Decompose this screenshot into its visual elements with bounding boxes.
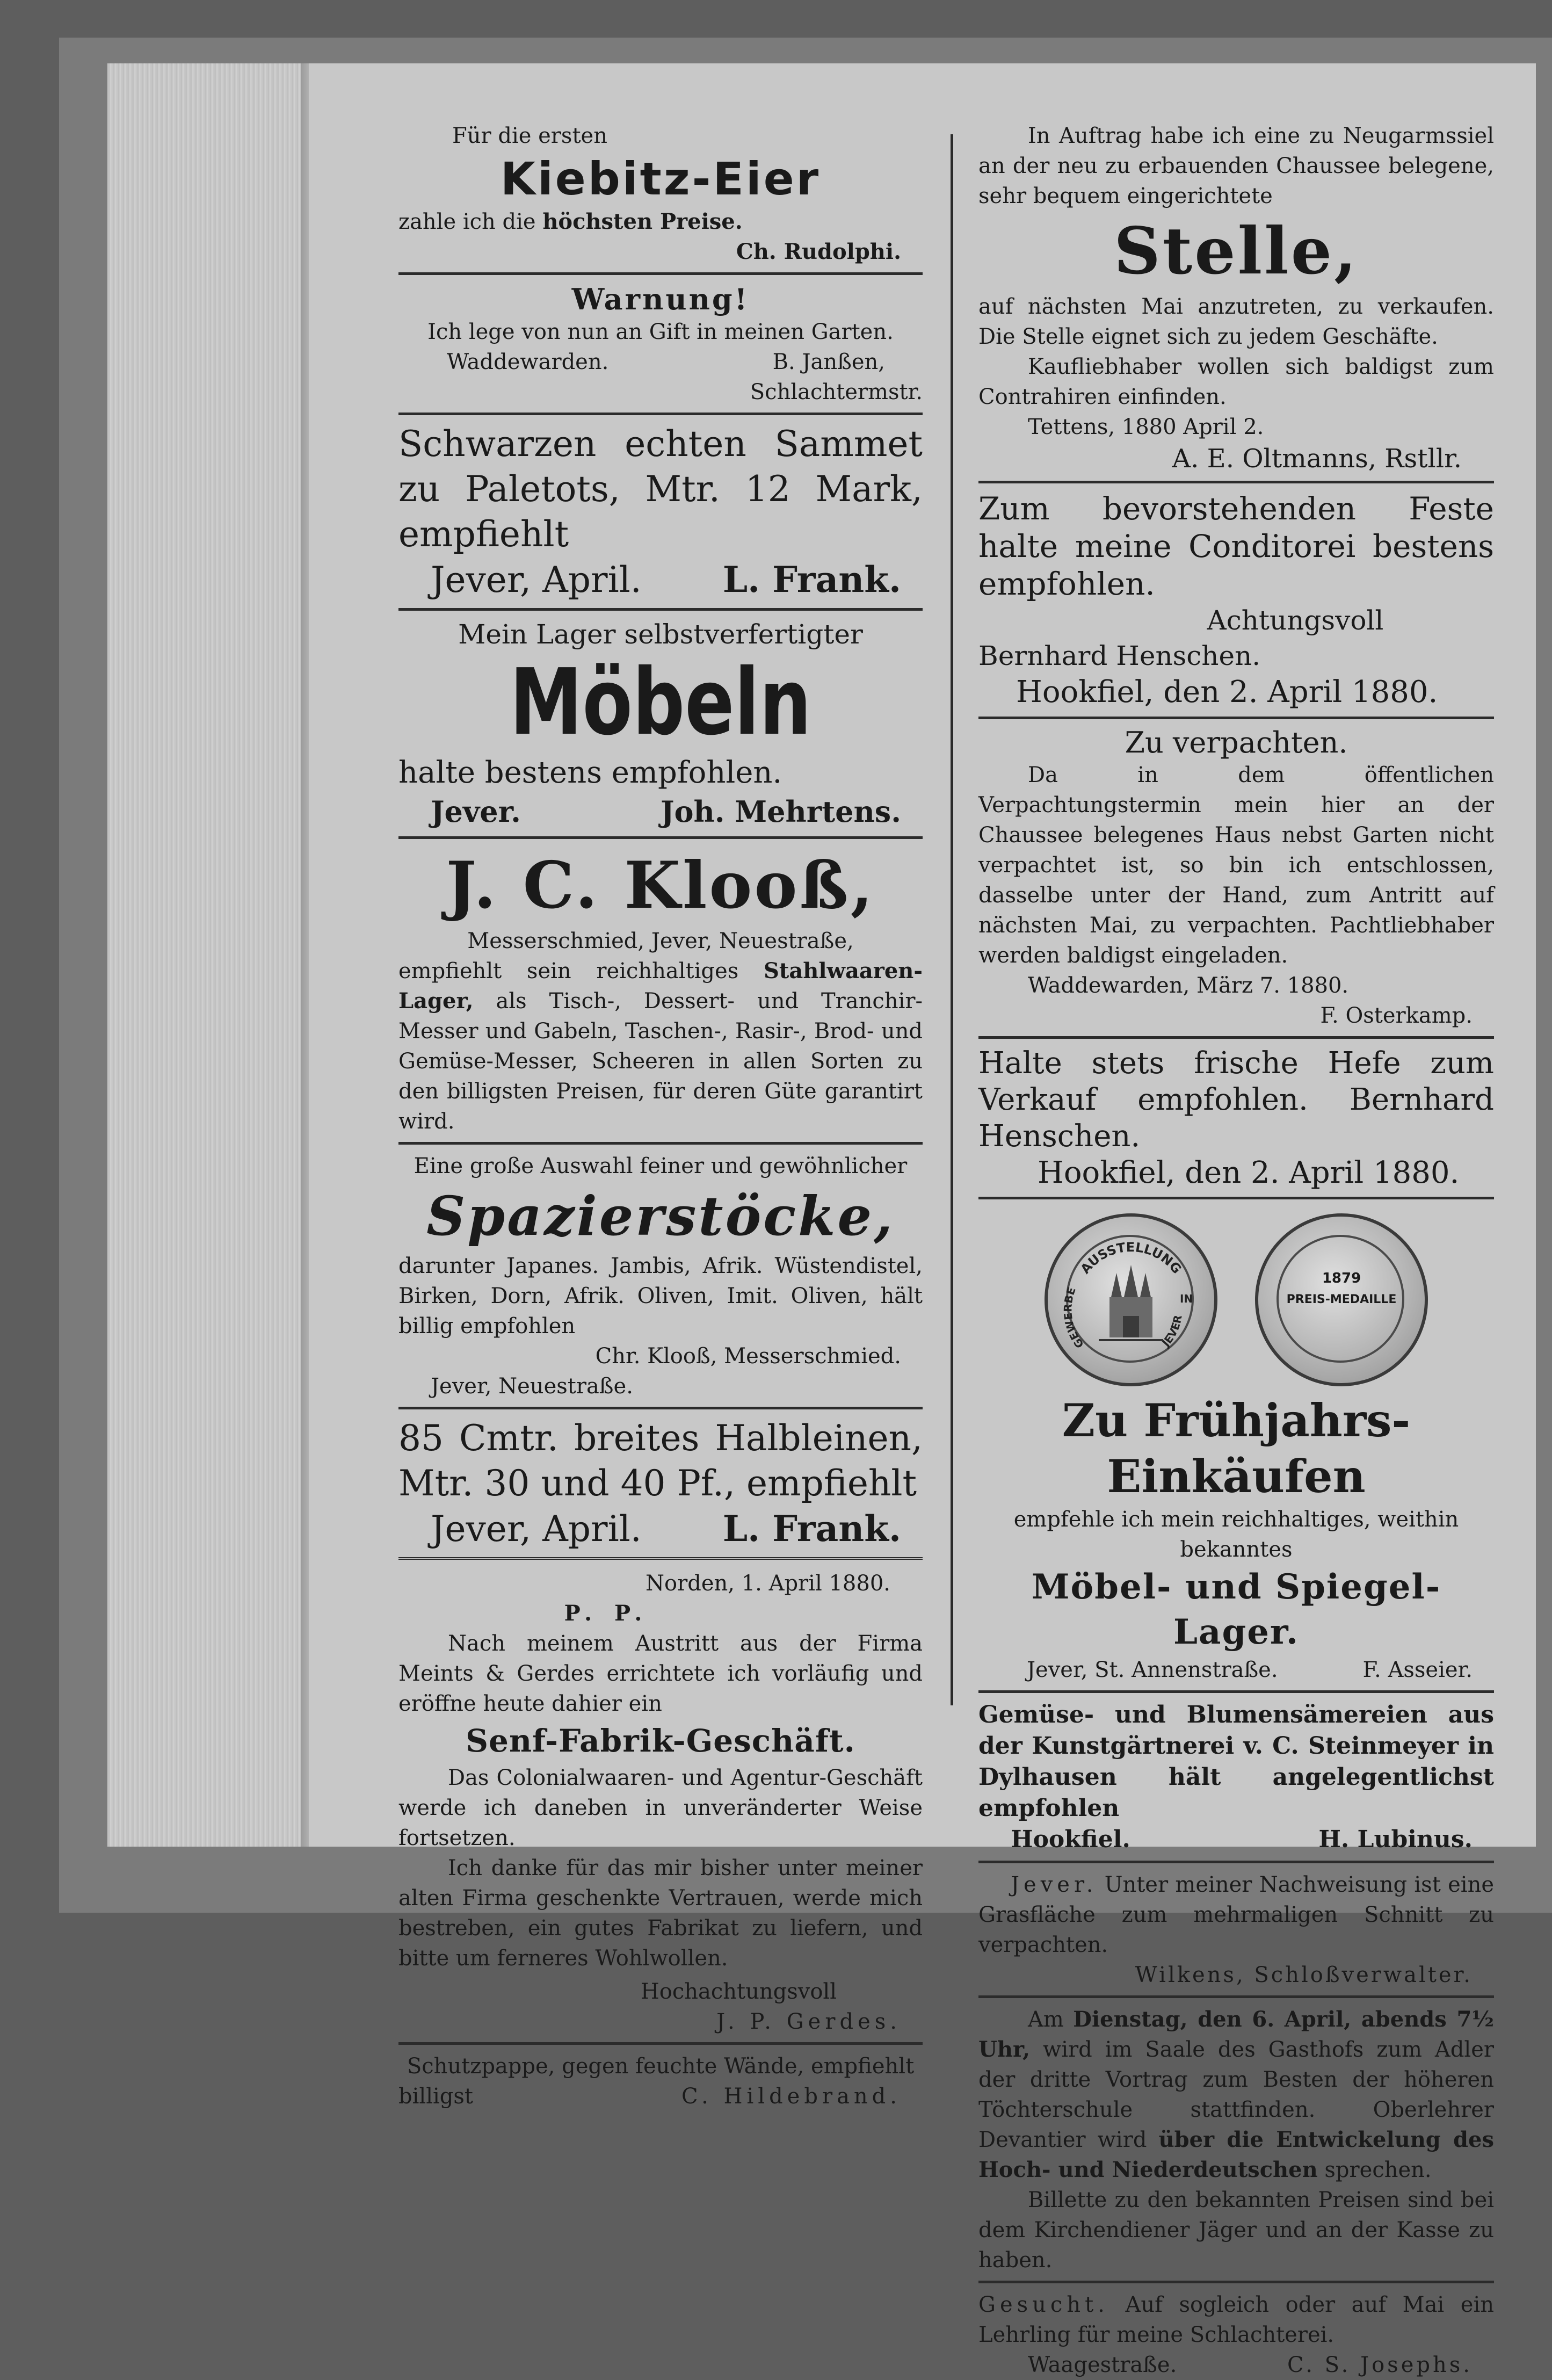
ad-text: Da in dem öffentlichen Verpachtungstermin mein hier an der Chaussee belegenes Haus nebst Garten nicht verpachtet ist, so bin ich entschlossen, dasselbe unter der Hand, zum Antritt auf nächsten Mai, zu verpachten. Pachtliebhaber werden baldigst eingeladen. (978, 763, 1494, 968)
ad-text: Für die ersten (452, 124, 607, 148)
ad-conditorei (978, 490, 1494, 711)
ad-dateline: Hookfiel, den 2. April 1880. (1016, 675, 1438, 710)
ad-signature-row: Waddewarden. B. Janßen, (447, 350, 885, 374)
ad-place: Jever, Neuestraße. (431, 1374, 633, 1399)
ad-dateline: Waddewarden, März 7. 1880. (1028, 973, 1349, 998)
separator (398, 836, 923, 839)
ad-text: Halte stets frische Hefe zum Verkauf empfohlen. Bernhard Henschen. (978, 1046, 1494, 1154)
right-column (978, 121, 1494, 2380)
ad-hefe (978, 1045, 1494, 1191)
ad-kiebitz (398, 121, 923, 267)
separator (398, 1557, 923, 1562)
ad-signature-row: Jever, St. Annenstraße. F. Asseier. (1027, 1658, 1473, 1682)
medal-label: PREIS-MEDAILLE (1286, 1293, 1397, 1306)
ad-klooss (398, 845, 923, 1137)
ad-text: Kaufliebhaber wollen sich baldigst zum Contrahiren einfinden. (978, 355, 1494, 409)
separator (398, 272, 923, 275)
ad-signature: Ch. Rudolphi. (736, 239, 901, 264)
ad-headline: Senf-Fabrik-Geschäft. (466, 1723, 855, 1759)
ad-schutzpappe (398, 2051, 923, 2111)
ad-text: zahle ich die höchsten Preise. (398, 209, 743, 234)
ad-text: Das Colonialwaaren- und Agentur-Geschäft werde ich daneben in unveränderter Weise fortsetzen. (398, 1766, 923, 1850)
ad-dateline: Norden, 1. April 1880. (646, 1571, 890, 1596)
medal-artwork (1048, 1217, 1214, 1383)
separator (398, 2042, 923, 2045)
separator (398, 608, 923, 611)
page-edges (107, 63, 311, 1847)
ad-senf (398, 1568, 923, 2037)
ad-signature-row: Jever, April. L. Frank. (431, 559, 901, 601)
ad-text: Schutzpappe, gegen feuchte Wände, empfiehlt (407, 2054, 915, 2079)
ad-saemereien (978, 1699, 1494, 1855)
ad-text: darunter Japanes. Jambis, Afrik. Wüstendistel, Birken, Dorn, Afrik. Oliven, Imit. Oliven, hält billig empfohlen (398, 1254, 923, 1339)
ad-text: Messerschmied, Jever, Neuestraße, (467, 929, 854, 953)
ad-headline: Möbeln (510, 649, 811, 756)
ad-headline: J. C. Klooß, (446, 848, 875, 923)
ad-text: In Auftrag habe ich eine zu Neugarmssiel an der neu zu erbauenden Chaussee belegene, sehr bequem eingerichtete (978, 124, 1494, 208)
ad-signature-row: billigst C. Hildebrand. (398, 2084, 901, 2109)
separator (978, 1995, 1494, 1998)
ad-headline: Spazierstöcke, (426, 1184, 895, 1248)
ad-grasflaeche (978, 1870, 1494, 1990)
ad-headline: Zu Frühjahrs-Einkäufen (1062, 1394, 1411, 1503)
separator (398, 413, 923, 415)
ad-text: Jever. Unter meiner Nachweisung ist eine Grasfläche zum mehrmaligen Schnitt zu verpachten. (978, 1872, 1494, 1957)
ad-salutation: P. P. (564, 1601, 650, 1626)
ad-moebeln (398, 617, 923, 831)
ad-signature: Bernhard Henschen. (978, 640, 1261, 671)
ad-gesucht (978, 2290, 1494, 2380)
ad-text: halte bestens empfohlen. (398, 755, 782, 790)
medals (978, 1213, 1494, 1386)
ad-headline: Zu verpachten. (1125, 726, 1348, 759)
ad-signature-row: Jever, April. L. Frank. (431, 1508, 901, 1550)
ad-sammet (398, 422, 923, 603)
left-column (398, 121, 923, 2111)
ad-dateline: Hookfiel, den 2. April 1880. (1038, 1155, 1460, 1190)
ad-signature-row: Jever. Joh. Mehrtens. (431, 794, 901, 829)
ad-text: Schwarzen echten Sammet zu Paletots, Mtr. 12 Mark, empfiehlt (398, 423, 923, 555)
ad-text: Am Dienstag, den 6. April, abends 7½ Uhr, wird im Saale des Gasthofs zum Adler der dritte Vortrag zum Besten der höheren Töchterschule stattfinden. Oberlehrer Devantier wird über die Entwickelung des Hoch- und Niederdeutschen sprechen. (978, 2007, 1494, 2182)
separator (978, 717, 1494, 719)
ad-signature: Wilkens, Schloßverwalter. (1135, 1963, 1473, 1987)
separator (978, 1690, 1494, 1693)
ad-verpachten (978, 726, 1494, 1031)
separator (978, 1861, 1494, 1863)
ad-signature: J. P. Gerdes. (716, 2009, 901, 2034)
separator (978, 481, 1494, 483)
ad-headline: Warnung! (571, 282, 750, 316)
svg-text:JEVER: JEVER (1159, 1314, 1185, 1349)
separator (398, 1407, 923, 1409)
ad-signature-title: Schlachtermstr. (750, 380, 923, 404)
ad-headline: Stelle, (1114, 213, 1359, 289)
ad-text: Ich lege von nun an Gift in meinen Garten. (427, 320, 894, 344)
separator (978, 1036, 1494, 1039)
ad-text: Billette zu den bekannten Preisen sind bei dem Kirchendiener Jäger und an der Kasse zu haben. (978, 2188, 1494, 2273)
ad-halbleinen (398, 1416, 923, 1552)
ad-signature: Chr. Klooß, Messerschmied. (595, 1344, 901, 1369)
ad-stelle (978, 121, 1494, 475)
ad-text: Eine große Auswahl feiner und gewöhnlicher (414, 1154, 908, 1178)
separator (978, 1197, 1494, 1199)
ad-text: Mein Lager selbstverfertigter (458, 619, 863, 650)
ad-text: Gemüse- und Blumensämereien aus der Kunstgärtnerei v. C. Steinmeyer in Dylhausen hält angelegentlichst empfohlen (978, 1701, 1494, 1822)
medal-year: 1879 (1322, 1270, 1361, 1286)
svg-text:AUSSTELLUNG: AUSSTELLUNG (1077, 1239, 1185, 1277)
ad-headline: Kiebitz-Eier (500, 153, 821, 205)
ad-text: 85 Cmtr. breites Halbleinen, Mtr. 30 und 40 Pf., empfiehlt (398, 1417, 923, 1504)
column-divider (951, 134, 953, 1705)
ad-spazierstoecke (398, 1151, 923, 1401)
ad-text: empfiehlt sein reichhaltiges Stahlwaaren-Lager, als Tisch-, Dessert- und Tranchir-Messer und Gabeln, Taschen-, Rasir-, Brod- und Gemüse-Messer, Scheeren in allen Sorten zu den billigsten Preisen, für deren Güte garantirt wird. (398, 958, 923, 1134)
separator (978, 2281, 1494, 2283)
separator (398, 1142, 923, 1145)
ad-closing: Achtungsvoll (1207, 605, 1384, 636)
svg-text:IN: IN (1180, 1292, 1193, 1305)
ad-warnung (398, 281, 923, 407)
ad-signature: A. E. Oltmanns, Rstllr. (1172, 444, 1462, 474)
prize-medal (1255, 1213, 1428, 1386)
ad-subheadline: Möbel- und Spiegel-Lager. (1031, 1567, 1441, 1652)
ad-vortrag (978, 2005, 1494, 2275)
exhibition-medal (1045, 1213, 1217, 1386)
ad-closing: Hochachtungsvoll (640, 1979, 837, 2004)
ad-text: Zum bevorstehenden Feste halte meine Conditorei bestens empfohlen. (978, 490, 1494, 602)
svg-text:GEWERBE: GEWERBE (1061, 1285, 1087, 1351)
ad-signature-row: Waagestraße. C. S. Josephs. (1028, 2353, 1473, 2377)
ad-text: Nach meinem Austritt aus der Firma Meints & Gerdes errichtete ich vorläufig und eröffne heute dahier ein (398, 1631, 923, 1716)
ad-signature-row: Hookfiel. H. Lubinus. (1011, 1826, 1473, 1853)
ad-signature: F. Osterkamp. (1320, 1003, 1473, 1028)
ad-fruehjahr (978, 1393, 1494, 1685)
ad-text: empfehle ich mein reichhaltiges, weithin bekanntes (1013, 1507, 1459, 1562)
ad-text: Gesucht. Auf sogleich oder auf Mai ein Lehrling für meine Schlachterei. (978, 2292, 1494, 2347)
ad-dateline: Tettens, 1880 April 2. (1028, 415, 1264, 439)
ad-text: auf nächsten Mai anzutreten, zu verkaufen. Die Stelle eignet sich zu jedem Geschäfte. (978, 294, 1494, 349)
ad-text: Ich danke für das mir bisher unter meiner alten Firma geschenkte Vertrauen, werde mich bestreben, ein gutes Fabrikat zu liefern, und bitte um ferneres Wohlwollen. (398, 1856, 923, 1971)
